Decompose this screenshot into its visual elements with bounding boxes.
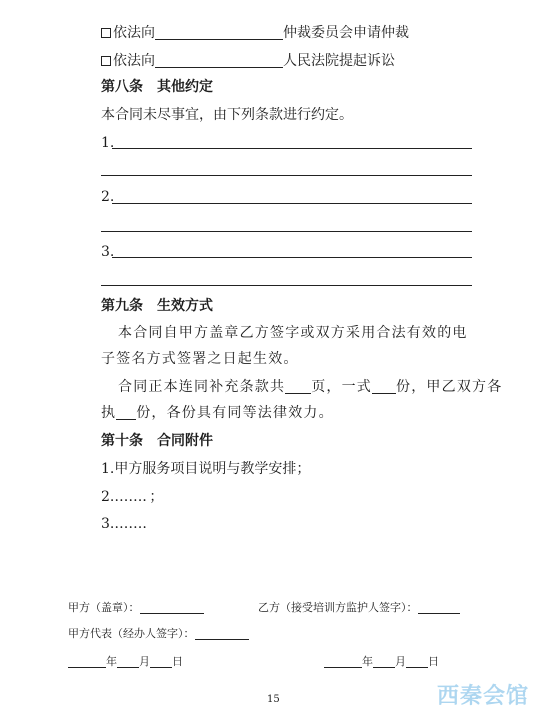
agreement-item-2-label: 2. xyxy=(101,189,115,205)
attachment-item-3: 3.……. xyxy=(101,516,147,532)
attachment-item-1: 1.甲方服务项目说明与教学安排； xyxy=(101,461,311,477)
paragraph-text: 合同正本连同补充条款共 xyxy=(118,379,286,395)
article-9-paragraph-1-line-1: 本合同自甲方盖章乙方签字或双方采用合法有效的电 xyxy=(118,325,468,341)
blank-field[interactable] xyxy=(372,379,396,394)
party-a-seal xyxy=(68,601,204,615)
blank-field[interactable] xyxy=(116,405,136,420)
month-label: 月 xyxy=(139,655,150,668)
blank-field[interactable] xyxy=(155,25,283,40)
checkbox-icon[interactable] xyxy=(101,56,111,66)
agreement-item-3-label: 3. xyxy=(101,244,115,260)
page-number: 15 xyxy=(267,694,280,705)
article-9-title: 第九条 生效方式 xyxy=(101,298,213,314)
option-text: 依法向 xyxy=(113,25,155,41)
party-a-representative xyxy=(68,627,249,641)
date-party-a xyxy=(68,655,183,669)
blank-field[interactable] xyxy=(155,53,283,68)
day-label: 日 xyxy=(428,655,439,668)
agreement-line xyxy=(112,148,472,149)
party-a-rep-label: 甲方代表（经办人签字）： xyxy=(68,627,195,640)
blank-field[interactable] xyxy=(285,379,311,394)
article-9-paragraph-2-line-2 xyxy=(101,404,334,422)
agreement-line xyxy=(101,285,472,286)
day-field[interactable] xyxy=(406,656,428,668)
day-field[interactable] xyxy=(150,656,172,668)
paragraph-text: 页，一式 xyxy=(311,379,373,395)
party-a-label: 甲方（盖章）： xyxy=(68,601,140,614)
year-field[interactable] xyxy=(68,656,106,668)
article-9-paragraph-2-line-1 xyxy=(118,378,502,396)
article-9-paragraph-1-line-2: 子签名方式签署之日起生效。 xyxy=(101,351,299,367)
party-a-rep-field[interactable] xyxy=(195,628,249,640)
watermark-logo: 西秦会馆 xyxy=(436,684,529,709)
article-8-intro: 本合同未尽事宜，由下列条款进行约定。 xyxy=(101,107,353,123)
dispute-option-litigation xyxy=(101,52,395,70)
dispute-option-arbitration xyxy=(101,24,409,42)
party-b-signature-field[interactable] xyxy=(418,602,460,614)
checkbox-icon[interactable] xyxy=(101,28,111,38)
paragraph-text: 份，甲乙双方各 xyxy=(396,379,503,395)
option-text: 仲裁委员会申请仲裁 xyxy=(283,25,409,41)
year-label: 年 xyxy=(362,655,373,668)
article-8-title: 第八条 其他约定 xyxy=(101,79,213,95)
option-text: 人民法院提起诉讼 xyxy=(283,53,395,69)
year-field[interactable] xyxy=(324,656,362,668)
option-text: 依法向 xyxy=(113,53,155,69)
party-a-seal-field[interactable] xyxy=(140,602,204,614)
agreement-line xyxy=(112,203,472,204)
article-10-title: 第十条 合同附件 xyxy=(101,433,213,449)
paragraph-text: 份，各份具有同等法律效力。 xyxy=(136,405,334,421)
day-label: 日 xyxy=(172,655,183,668)
party-b-signature xyxy=(258,601,460,615)
month-label: 月 xyxy=(395,655,406,668)
date-party-b xyxy=(324,655,439,669)
party-b-label: 乙方（接受培训方监护人签字）： xyxy=(258,601,418,614)
agreement-line xyxy=(101,231,472,232)
month-field[interactable] xyxy=(117,656,139,668)
month-field[interactable] xyxy=(373,656,395,668)
agreement-line xyxy=(112,257,472,258)
paragraph-text: 执 xyxy=(101,405,117,421)
agreement-line xyxy=(101,175,472,176)
agreement-item-1-label: 1. xyxy=(101,135,115,151)
year-label: 年 xyxy=(106,655,117,668)
attachment-item-2: 2.……．； xyxy=(101,489,164,505)
